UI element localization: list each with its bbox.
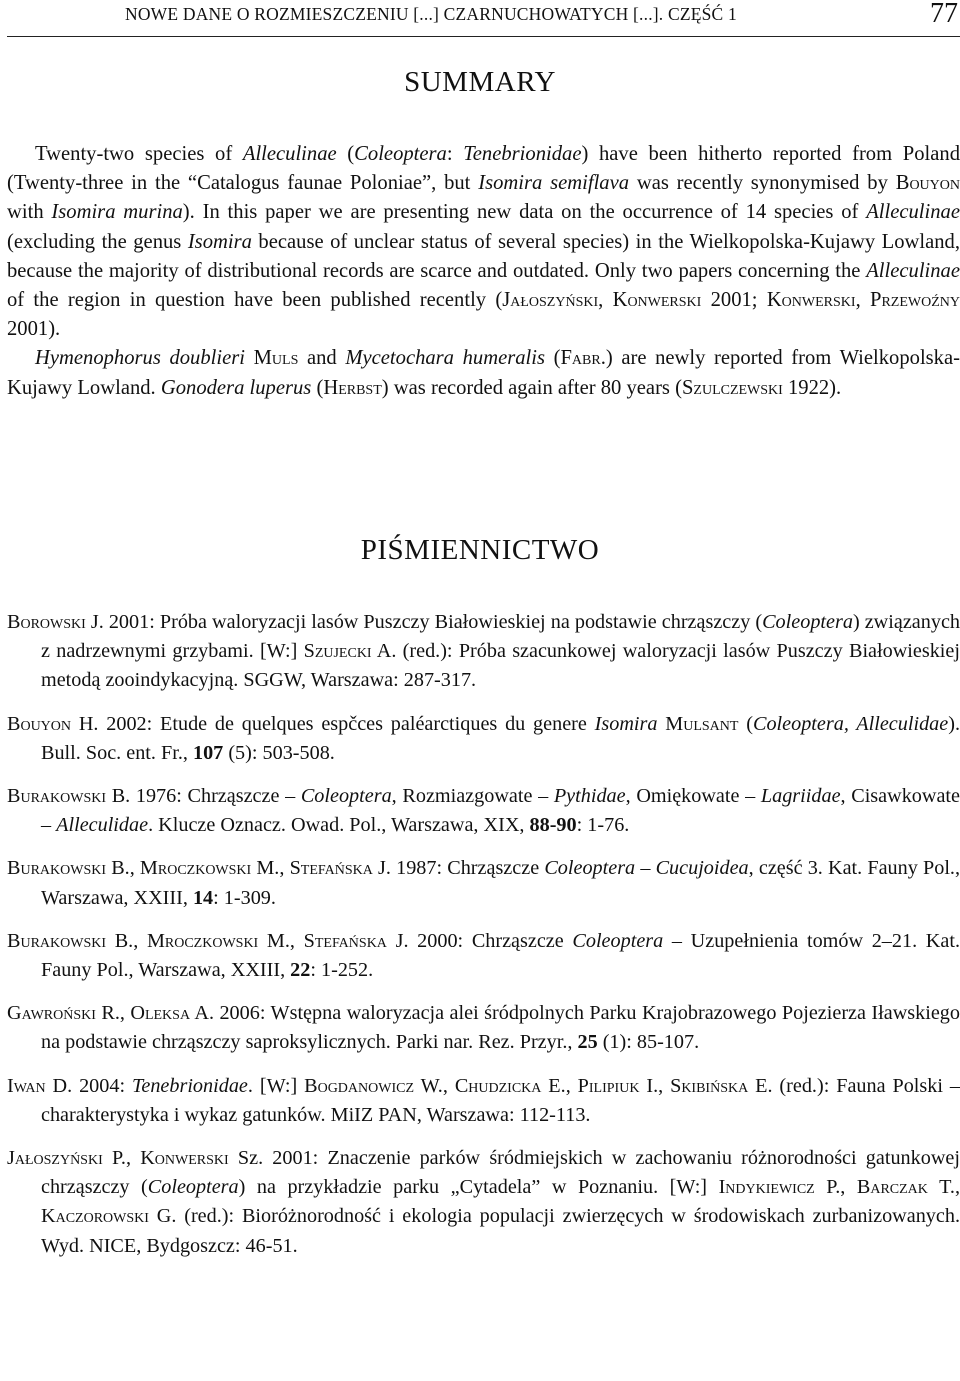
page-number: 77 xyxy=(930,0,958,29)
reference-item: Jałoszyński P., Konwerski Sz. 2001: Znaczenie parków śródmiejskich w zachowaniu różnorodności gatunkowej chrząszczy (Coleoptera) na przykładzie parku „Cytadela” w Poznaniu. [W:] Indykiewicz P., Barczak T., Kaczorowski G. (red.): Bioróżnorodność i ekologia populacji zwierzęcych w środowiskach zurbanizowanych. Wyd. NICE, Bydgoszcz: 46-51. xyxy=(7,1147,960,1257)
reference-item: Burakowski B. 1976: Chrząszcze – Coleoptera, Rozmiazgowate – Pythidae, Omiękowate – Lagriidae, Cisawkowate – Alleculidae. Klucze Oznacz. Owad. Pol., Warszawa, XIX, 88-90: 1-76. xyxy=(7,785,960,837)
reference-item: Borowski J. 2001: Próba waloryzacji lasów Puszczy Białowieskiej na podstawie chrząszczy (Coleoptera) związanych z nadrzewnymi grzybami. [W:] Szujecki A. (red.): Próba szacunkowej waloryzacji lasów Puszczy Białowieskiej metodą zooindykacyjną. SGGW, Warszawa: 287-317. xyxy=(7,611,960,692)
reference-item: Burakowski B., Mroczkowski M., Stefańska J. 2000: Chrząszcze Coleoptera – Uzupełnienia tomów 2–21. Kat. Fauny Pol., Warszawa, XXIII, 22: 1-252. xyxy=(7,929,960,982)
reference-item: Bouyon H. 2002: Etude de quelques espčces paléarctiques du genere Isomira Mulsant (Coleoptera, Alleculidae). Bull. Soc. ent. Fr., 107 (5): 503-508. xyxy=(7,712,960,764)
references-heading: PIŚMIENNICTWO xyxy=(360,534,600,566)
summary-paragraph-2: Hymenophorus doublieri Muls and Mycetochara humeralis (Fabr.) are newly reported from Wielkopolska-Kujawy Lowland. Gonodera luperus (Herbst) was recorded again after 80 years (Szulczewski 1922). xyxy=(7,347,960,399)
running-title: NOWE DANE O ROZMIESZCZENIU [...] CZARNUCHOWATYCH [...]. CZĘŚĆ 1 xyxy=(125,4,737,24)
reference-item: Iwan D. 2004: Tenebrionidae. [W:] Bogdanowicz W., Chudzicka E., Pilipiuk I., Skibińska E. (red.): Fauna Polski – charakterystyka i wykaz gatunków. MiIZ PAN, Warszawa: 112-113. xyxy=(7,1074,960,1126)
summary-body xyxy=(7,140,960,403)
summary-heading: SUMMARY xyxy=(404,66,556,98)
reference-list xyxy=(7,608,960,1275)
reference-item: Burakowski B., Mroczkowski M., Stefańska J. 1987: Chrząszcze Coleoptera – Cucujoidea, część 3. Kat. Fauny Pol., Warszawa, XXIII, 14: 1-309. xyxy=(7,857,960,909)
summary-paragraph-1: Twenty-two species of Alleculinae (Coleoptera: Tenebrionidae) have been hitherto reported from Poland (Twenty-three in the “Catalogus faunae Poloniae”, but Isomira semiflava was recently synonymised by Bouyon with Isomira murina). In this paper we are presenting new data on the occurrence of 14 species of Alleculinae (excluding the genus Isomira because of unclear status of several species) in the Wielkopolska-Kujawy Lowland, because the majority of distributional records are scarce and outdated. Only two papers concerning the Alleculinae of the region in question have been published recently (Jałoszyński, Konwerski 2001; Konwerski, Przewoźny 2001). xyxy=(7,143,960,341)
running-header xyxy=(7,0,960,37)
reference-item: Gawroński R., Oleksa A. 2006: Wstępna waloryzacja alei śródpolnych Parku Krajobrazowego Pojezierza Iławskiego na podstawie chrząszczy saproksylicznych. Parki nar. Rez. Przyr., 25 (1): 85-107. xyxy=(7,1002,960,1054)
